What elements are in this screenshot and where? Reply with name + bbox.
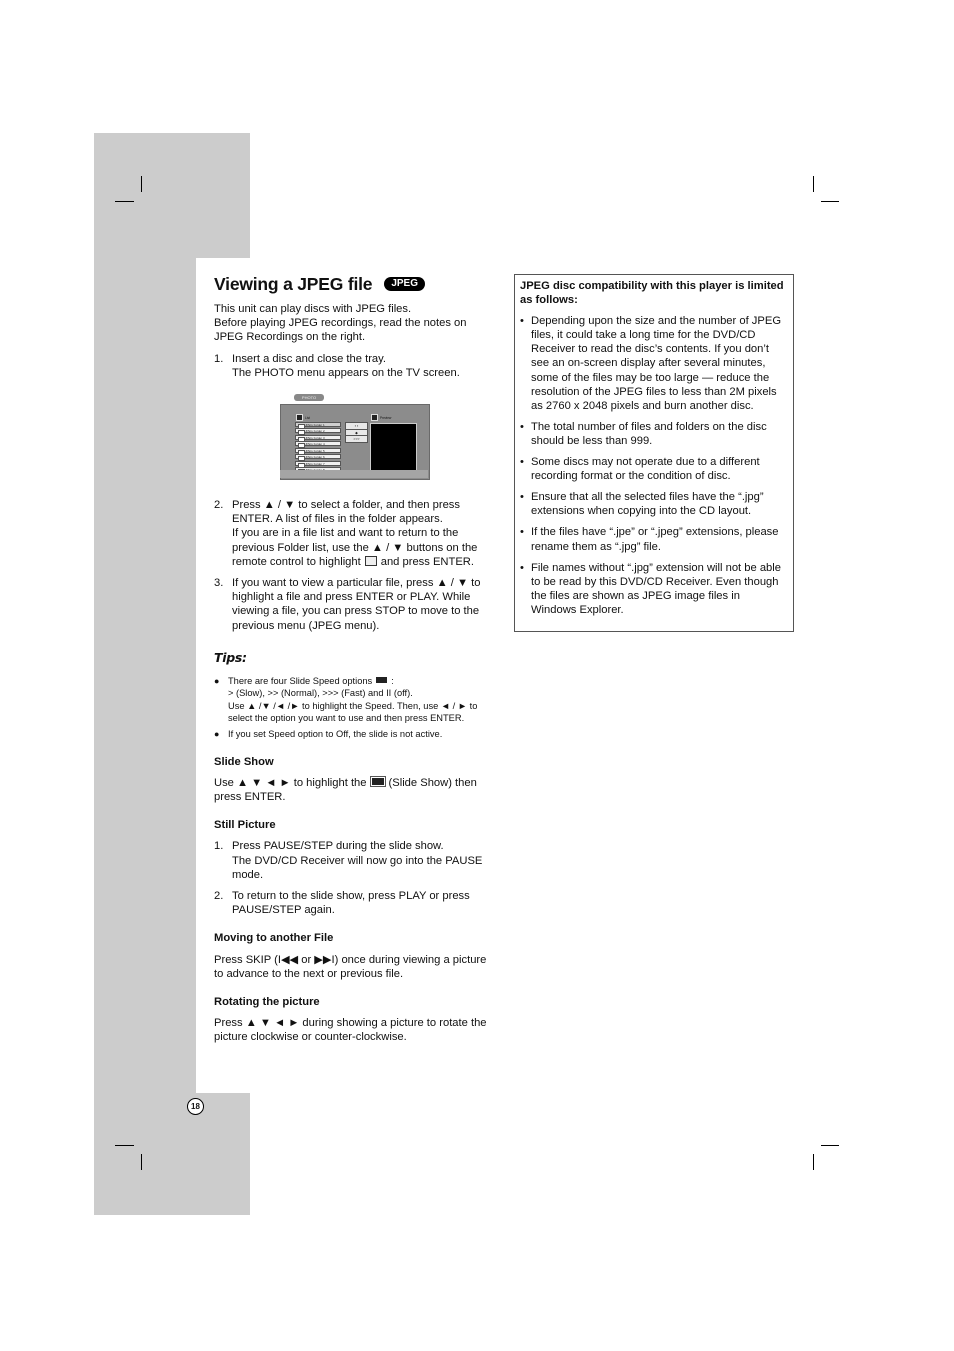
tip-item — [214, 675, 496, 724]
rotating-heading: Rotating the picture — [214, 995, 320, 1008]
step-2 — [214, 498, 496, 569]
bullet-icon: • — [520, 561, 524, 574]
slide-show-heading: Slide Show — [214, 755, 274, 768]
step-text: To return to the slide show, press PLAY or press PAUSE/STEP again. — [232, 889, 470, 917]
tip-text: Use ▲ /▼ /◄ /► to highlight the Speed. Then, use ◄ / ► to select the option you want to use and then press ENTER. — [228, 700, 478, 723]
moving-text: Press SKIP (I◀◀ or ▶▶I) once during viewing a picture to advance to the next or previous file. — [214, 953, 487, 980]
crop-mark — [813, 176, 814, 192]
slide-show-icon — [371, 777, 385, 786]
still-picture-heading: Still Picture — [214, 819, 276, 832]
tip-text: There are four Slide Speed options : — [228, 676, 394, 687]
menu-bottom-bar — [280, 470, 428, 478]
intro-line-1: This unit can play discs with JPEG files. — [214, 303, 412, 315]
folder-icon — [298, 443, 305, 448]
compat-item: • File names without “.jpg” extension will not be able to be read by this DVD/CD Receiver. Even though the files are shown as JPEG image files in Windows Explorer. — [520, 561, 781, 616]
step-1 — [214, 352, 496, 380]
folder-item: JPEG Folder 5 — [295, 448, 341, 453]
title-row — [214, 272, 496, 296]
step-number: 1. — [214, 840, 224, 853]
step-text: Insert a disc and close the tray. — [232, 352, 387, 365]
tip-item — [214, 728, 496, 740]
tip-text: > (Slow), >> (Normal), >>> (Fast) and II (off). — [228, 688, 413, 699]
crop-mark — [141, 176, 142, 192]
main-column — [214, 272, 496, 1045]
compat-item: • Ensure that all the selected files have the “.jpg” extensions when copying into the CD layout. — [520, 491, 764, 518]
folder-item: JPEG Folder 1 — [295, 422, 341, 427]
bullet-icon: • — [520, 491, 524, 504]
speed-icon — [376, 677, 387, 683]
bullet-icon: ● — [214, 729, 220, 740]
preview-label: Preview — [380, 416, 392, 421]
still-step-1 — [214, 839, 496, 882]
crop-mark — [821, 1145, 839, 1146]
jpeg-badge: JPEG — [384, 277, 425, 291]
step-number: 2. — [214, 889, 224, 902]
compat-item: • If the files have “.jpe” or “.jpeg” extensions, please rename them as “.jpg” file. — [520, 526, 779, 553]
tips-title: Tips: — [214, 649, 247, 665]
preview-window — [370, 423, 417, 475]
page-number: 18 — [187, 1098, 204, 1115]
speed-button: >>> — [345, 435, 368, 443]
moving-heading: Moving to another File — [214, 932, 334, 945]
folder-item: JPEG Folder 7 — [295, 461, 341, 466]
bullet-icon: • — [520, 456, 524, 469]
step-number: 1. — [214, 352, 224, 365]
step-text: If you want to view a particular file, press ▲ / ▼ to highlight a file and press ENTER or PLAY. While viewing a file, you can press STOP to move to the previous menu (JPEG menu). — [232, 577, 481, 632]
bullet-icon: • — [520, 315, 524, 328]
menu-panel — [280, 404, 430, 480]
step-text: The DVD/CD Receiver will now go into the PAUSE mode. — [232, 854, 483, 881]
folder-item: JPEG Folder 6 — [295, 454, 341, 459]
intro-line-2: Before playing JPEG recordings, read the notes on JPEG Recordings on the right. — [214, 317, 467, 344]
list-label: List — [305, 416, 310, 421]
crop-mark — [813, 1154, 814, 1170]
tip-text: If you set Speed option to Off, the slide is not active. — [228, 729, 443, 740]
folder-icon — [298, 456, 305, 461]
page-title: Viewing a JPEG file — [214, 273, 373, 294]
step-number: 3. — [214, 577, 224, 590]
bullet-icon: ● — [214, 676, 220, 687]
crop-mark — [115, 201, 134, 202]
step-text: If you are in a file list and want to return to the previous Folder list, use the ▲ / ▼ buttons on the remote control to highlight and press ENTER. — [232, 527, 478, 568]
bullet-icon: • — [520, 420, 524, 433]
photo-menu-screenshot — [280, 394, 430, 482]
step-3 — [214, 576, 496, 633]
margin-gray-strip — [94, 258, 196, 1093]
rotating-text: Press ▲ ▼ ◄ ► during showing a picture to rotate the picture clockwise or counter-clockwise. — [214, 1017, 487, 1044]
bullet-icon: • — [520, 526, 524, 539]
crop-mark — [115, 1145, 134, 1146]
menu-tab: PHOTO — [294, 394, 324, 401]
margin-gray-bottom — [94, 1093, 250, 1215]
folder-item: JPEG Folder 4 — [295, 441, 341, 446]
folder-item: JPEG Folder 3 — [295, 435, 341, 440]
compatibility-box — [514, 274, 794, 632]
folder-item: JPEG Folder 2 — [295, 428, 341, 433]
margin-gray-top — [94, 133, 250, 258]
list-icon — [296, 414, 303, 421]
rotate-button: ◆ — [345, 429, 368, 437]
slide-show-button: ▪ ▪ — [345, 422, 368, 430]
preview-icon — [371, 414, 378, 421]
step-text: Press PAUSE/STEP during the slide show. — [232, 840, 444, 853]
tips-list — [214, 675, 496, 740]
crop-mark — [141, 1154, 142, 1170]
crop-mark — [821, 201, 839, 202]
step-text: The PHOTO menu appears on the TV screen. — [232, 366, 460, 379]
compatibility-heading: JPEG disc compatibility with this player is limited as follows: — [520, 280, 784, 307]
return-icon — [365, 556, 377, 566]
compat-item: • The total number of files and folders on the disc should be less than 999. — [520, 420, 767, 447]
compat-item: • Depending upon the size and the number of JPEG files, it could take a long time for the DVD/CD Receiver to read the disc’s contents. If you don’t see an on-screen display after several minutes, some of the files may be too large — reduce the resolution of the JPEG files to less than 2M pixels as 2760 x 2048 pixels and burn another disc. — [520, 315, 782, 412]
folder-icon — [298, 430, 305, 435]
compat-item: • Some discs may not operate due to a different recording format or the condition of disc. — [520, 456, 760, 483]
still-step-2 — [214, 889, 496, 917]
step-text: Press ▲ / ▼ to select a folder, and then press ENTER. A list of files in the folder appears. — [232, 499, 460, 526]
step-number: 2. — [214, 499, 224, 512]
slide-show-text: Use ▲ ▼ ◄ ► to highlight the (Slide Show) then press ENTER. — [214, 776, 477, 803]
